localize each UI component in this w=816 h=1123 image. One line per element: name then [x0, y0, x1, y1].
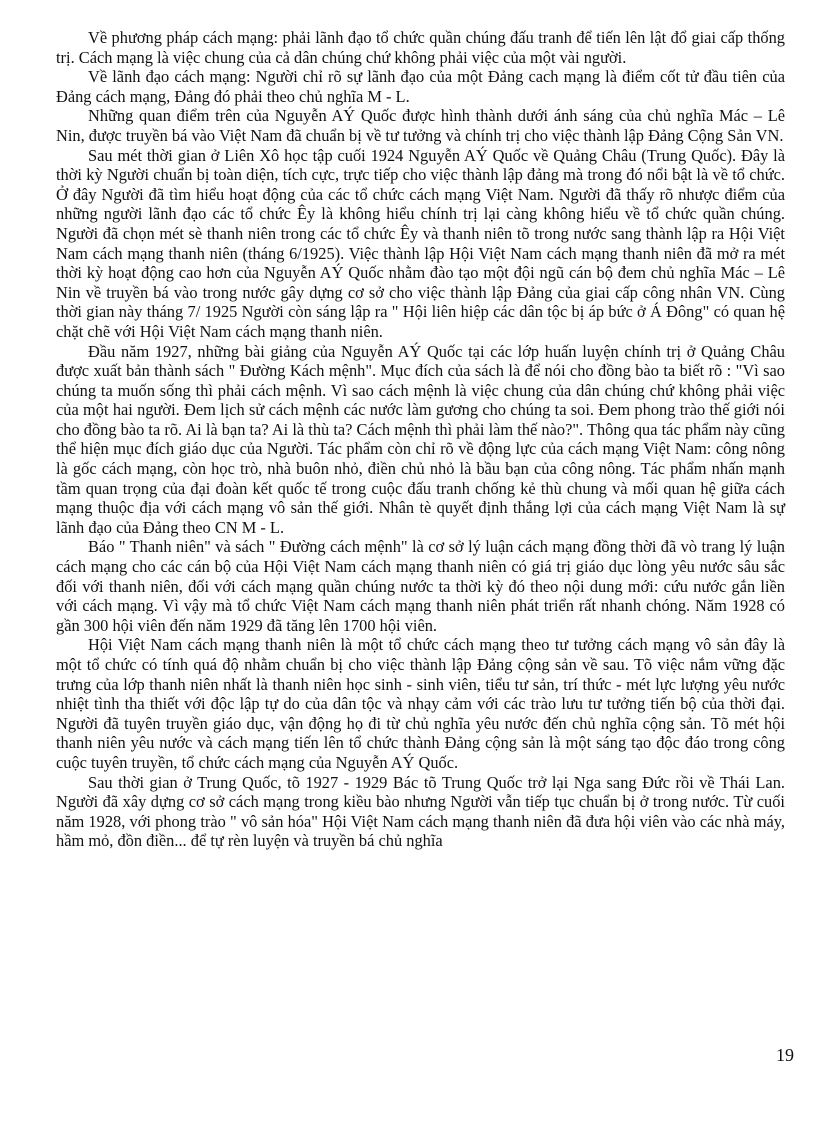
paragraph-revolution-leadership: Về lãnh đạo cách mạng: Người chỉ rõ sự lãnh đạo của một Đảng cach mạng là điểm cốt tử đầu tiên của Đảng cách mạng, Đảng đó phải theo chủ nghĩa M - L.	[56, 67, 785, 106]
paragraph-revolution-method: Về phương pháp cách mạng: phải lãnh đạo tổ chức quần chúng đấu tranh để tiến lên lật đổ giai cấp thống trị. Cách mạng là việc chung của cả dân chúng chứ không phải việc của một vài người.	[56, 28, 785, 67]
page-number: 19	[776, 1045, 794, 1065]
document-page	[56, 28, 785, 851]
paragraph-youth-association: Hội Việt Nam cách mạng thanh niên là một tổ chức cách mạng theo tư tưởng cách mạng vô sản đây là một tổ chức có tính quá độ nhằm chuẩn bị cho việc thành lập Đảng cộng sản về sau. Tõ việc nắm vững đặc trưng của lớp thanh niên nhất là thanh niên học sinh - sinh viên, tiểu tư sản, trí thức - mét lực lượng yêu nước nhiệt tình tha thiết với độc lập tự do của dân tộc và nhạy cảm với các trào lưu tư tưởng tiến bộ của thời đại. Người đã tuyên truyền giáo dục, vận động họ đi từ chủ nghĩa yêu nước đến chủ nghĩa cộng sản. Tõ mét hội thanh niên yêu nước và cách mạng tiến lên tổ chức thành Đảng cộng sản là một sáng tạo độc đáo trong công cuộc tuyên truyền, tổ chức cách mạng của Nguyễn AÝ Quốc.	[56, 635, 785, 772]
paragraph-thanh-nien-newspaper: Báo " Thanh niên" và sách " Đường cách mệnh" là cơ sở lý luận cách mạng đồng thời đã vò trang lý luận cách mạng cho các cán bộ của Hội Việt Nam cách mạng thanh niên có giá trị giáo dục lòng yêu nước sâu sắc đối với thanh niên, đối với cách mạng quần chúng nước ta thời kỳ đó theo nội dung mới: cứu nước gắn liền với cách mạng. Vì vậy mà tổ chức Việt Nam cách mạng thanh niên phát triển rất nhanh chóng. Năm 1928 có gần 300 hội viên đến năm 1929 đã tăng lên 1700 hội viên.	[56, 537, 785, 635]
paragraph-return-period: Sau thời gian ở Trung Quốc, tõ 1927 - 1929 Bác tõ Trung Quốc trở lại Nga sang Đức rồi về Thái Lan. Người đã xây dựng cơ sở cách mạng trong kiều bào nhưng Người vẫn tiếp tục chuẩn bị ở trong nước. Từ cuối năm 1928, với phong trào " vô sản hóa" Hội Việt Nam cách mạng thanh niên đã đưa hội viên vào các nhà máy, hầm mỏ, đồn điền... để tự rèn luyện và truyền bá chủ nghĩa	[56, 772, 785, 851]
paragraph-duong-kach-menh: Đầu năm 1927, những bài giảng của Nguyễn AÝ Quốc tại các lớp huấn luyện chính trị ở Quảng Châu được xuất bản thành sách " Đường Kách mệnh". Mục đích của sách là để nói cho đồng bào ta biết rõ : "Vì sao chúng ta muốn sống thì phải cách mệnh. Vì sao cách mệnh là việc chung của dân chúng chứ không phải việc của một hai người. Đem lịch sử cách mệnh các nước làm gương cho chúng ta soi. Đem phong trào thế giới nói cho đồng bào ta rõ. Ai là bạn ta? Ai là thù ta? Cách mệnh thì phải làm thế nào?". Thông qua tác phẩm này cũng thể hiện mục đích giáo dục của Người. Tác phẩm còn chỉ rõ về động lực của cách mạng Việt Nam: công nông là gốc cách mạng, còn học trò, nhà buôn nhỏ, điền chủ nhỏ là bầu bạn của công nông. Tác phẩm nhấn mạnh tầm quan trọng của đại đoàn kết quốc tế trong cuộc đấu tranh chống kẻ thù chung và mối quan hệ giữa cách mạng thuộc địa với cách mạng vô sản thế giới. Nhân tè quyết định thắng lợi của cách mạng Việt Nam là sự lãnh đạo của Đảng theo CN M - L.	[56, 341, 785, 537]
paragraph-viewpoints: Những quan điểm trên của Nguyễn AÝ Quốc được hình thành dưới ánh sáng của chủ nghĩa Mác – Lê Nin, được truyền bá vào Việt Nam đã chuẩn bị về tư tưởng và chính trị cho việc thành lập Đảng Cộng Sản VN.	[56, 106, 785, 145]
paragraph-guangzhou-period: Sau mét thời gian ở Liên Xô học tập cuối 1924 Nguyễn AÝ Quốc về Quảng Châu (Trung Quốc). Đây là thời kỳ Người chuẩn bị toàn diện, tích cực, trực tiếp cho việc thành lập đảng mà trong đó nổi bật là về tổ chức. Ở đây Người đã tìm hiểu hoạt động của các tổ chức cách mạng Việt Nam. Người đã thấy rõ nhược điểm của những người lãnh đạo các tổ chức Êy là không hiểu chính trị lại càng không hiểu về tổ chức quần chúng. Người đã chọn mét sè thanh niên trong các tổ chức Êy và thanh niên tõ trong nước sang thành lập ra Hội Việt Nam cách mạng thanh niên (tháng 6/1925). Việc thành lập Hội Việt Nam cách mạng thanh niên đã mở ra mét thời kỳ hoạt động cao hơn của Nguyễn AÝ Quốc nhằm đào tạo một đội ngũ cán bộ đem chủ nghĩa Mác – Lê Nin về truyền bá vào trong nước gây dựng cơ sở cho việc thành lập Đảng của giai cấp công nhân VN. Cùng thời gian này tháng 7/ 1925 Người còn sáng lập ra " Hội liên hiệp các dân tộc bị áp bức ở Á Đông" có quan hệ chặt chẽ với Hội Việt Nam cách mạng thanh niên.	[56, 145, 785, 341]
